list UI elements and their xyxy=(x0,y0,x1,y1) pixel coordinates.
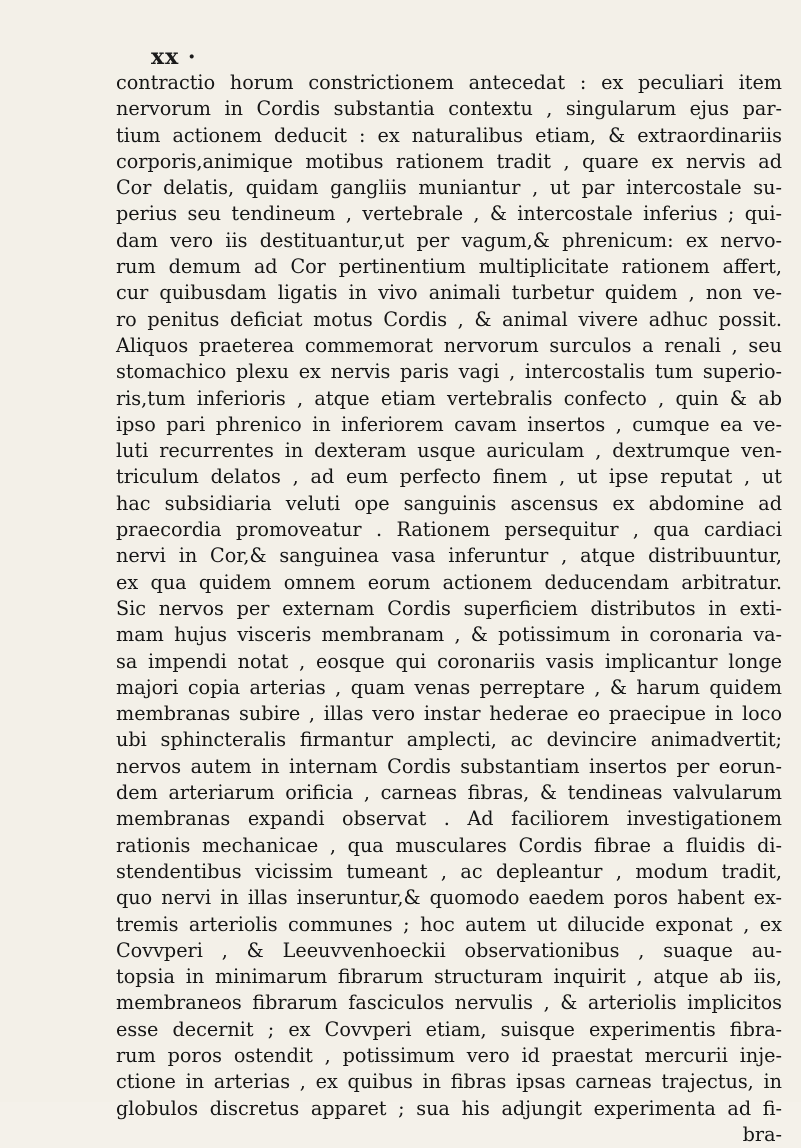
text-line: dam vero iis destituantur,ut per vagum,& phrenicum: ex nervo- xyxy=(116,228,782,252)
text-line: topsia in minimarum fibrarum structuram inquirit , atque ab iis, xyxy=(116,965,782,989)
text-line: Covvperi , & Leeuvvenhoeckii observationibus , suaque au- xyxy=(116,938,782,962)
text-line: ro penitus deficiat motus Cordis , & animal vivere adhuc possit. xyxy=(116,307,782,331)
text-line: membranas subire , illas vero instar hederae eo praecipue in loco xyxy=(116,702,782,726)
text-line: mam hujus visceris membranam , & potissimum in coronaria va- xyxy=(116,623,782,647)
page-number: xx · xyxy=(151,44,197,70)
text-line: ex qua quidem omnem eorum actionem deducendam arbitratur. xyxy=(116,570,782,594)
text-line: Cor delatis, quidam gangliis muniantur , ut par intercostale su- xyxy=(116,176,782,200)
text-line: tremis arteriolis communes ; hoc autem ut dilucide exponat , ex xyxy=(116,912,782,936)
text-line: triculum delatos , ad eum perfecto finem , ut ipse reputat , ut xyxy=(116,465,782,489)
text-line: perius seu tendineum , vertebrale , & intercostale inferius ; qui- xyxy=(116,202,782,226)
text-line: dem arteriarum orificia , carneas fibras, & tendineas valvularum xyxy=(116,781,782,805)
text-line: ipso pari phrenico in inferiorem cavam insertos , cumque ea ve- xyxy=(116,412,782,436)
text-line: nervos autem in internam Cordis substantiam insertos per eorun- xyxy=(116,754,782,778)
text-line: membranas expandi observat . Ad faciliorem investigationem xyxy=(116,807,782,831)
text-line: quo nervi in illas inseruntur,& quomodo eaedem poros habent ex- xyxy=(116,886,782,910)
text-line: globulos discretus apparet ; sua his adjungit experimenta ad fi- xyxy=(116,1096,782,1120)
text-line: hac subsidiaria veluti ope sanguinis ascensus ex abdomine ad xyxy=(116,491,782,515)
text-line: esse decernit ; ex Covvperi etiam, suisque experimentis fibra- xyxy=(116,1017,782,1041)
text-line: ubi sphincteralis firmantur amplecti, ac devincire animadvertit; xyxy=(116,728,782,752)
text-line: ris,tum inferioris , atque etiam vertebralis confecto , quin & ab xyxy=(116,386,782,410)
text-line: praecordia promoveatur . Rationem persequitur , qua cardiaci xyxy=(116,518,782,542)
catchword: bra- xyxy=(742,1122,782,1146)
text-line: Aliquos praeterea commemorat nervorum surculos a renali , seu xyxy=(116,333,782,357)
text-line: rum poros ostendit , potissimum vero id praestat mercurii inje- xyxy=(116,1043,782,1067)
text-line: cur quibusdam ligatis in vivo animali turbetur quidem , non ve- xyxy=(116,281,782,305)
text-line: membraneos fibrarum fasciculos nervulis , & arteriolis implicitos xyxy=(116,991,782,1015)
text-line: corporis,animique motibus rationem tradit , quare ex nervis ad xyxy=(116,149,782,173)
text-line: Sic nervos per externam Cordis superficiem distributos in exti- xyxy=(116,596,782,620)
text-line: tium actionem deducit : ex naturalibus etiam, & extraordinariis xyxy=(116,123,782,147)
text-line: nervorum in Cordis substantia contextu , singularum ejus par- xyxy=(116,97,782,121)
text-line: ctione in arterias , ex quibus in fibras ipsas carneas trajectus, in xyxy=(116,1070,782,1094)
text-line: stomachico plexu ex nervis paris vagi , intercostalis tum superio- xyxy=(116,360,782,384)
text-line: majori copia arterias , quam venas perreptare , & harum quidem xyxy=(116,675,782,699)
text-line: luti recurrentes in dexteram usque auriculam , dextrumque ven- xyxy=(116,439,782,463)
text-line: rationis mechanicae , qua musculares Cordis fibrae a fluidis di- xyxy=(116,833,782,857)
text-line: contractio horum constrictionem antecedat : ex peculiari item xyxy=(116,71,782,94)
text-line: sa impendi notat , eosque qui coronariis vasis implicantur longe xyxy=(116,649,782,673)
text-line: stendentibus vicissim tumeant , ac depleantur , modum tradit, xyxy=(116,859,782,883)
text-line: nervi in Cor,& sanguinea vasa inferuntur , atque distribuuntur, xyxy=(116,544,782,568)
text-line: rum demum ad Cor pertinentium multiplicitate rationem affert, xyxy=(116,255,782,279)
body-text xyxy=(116,70,782,1148)
